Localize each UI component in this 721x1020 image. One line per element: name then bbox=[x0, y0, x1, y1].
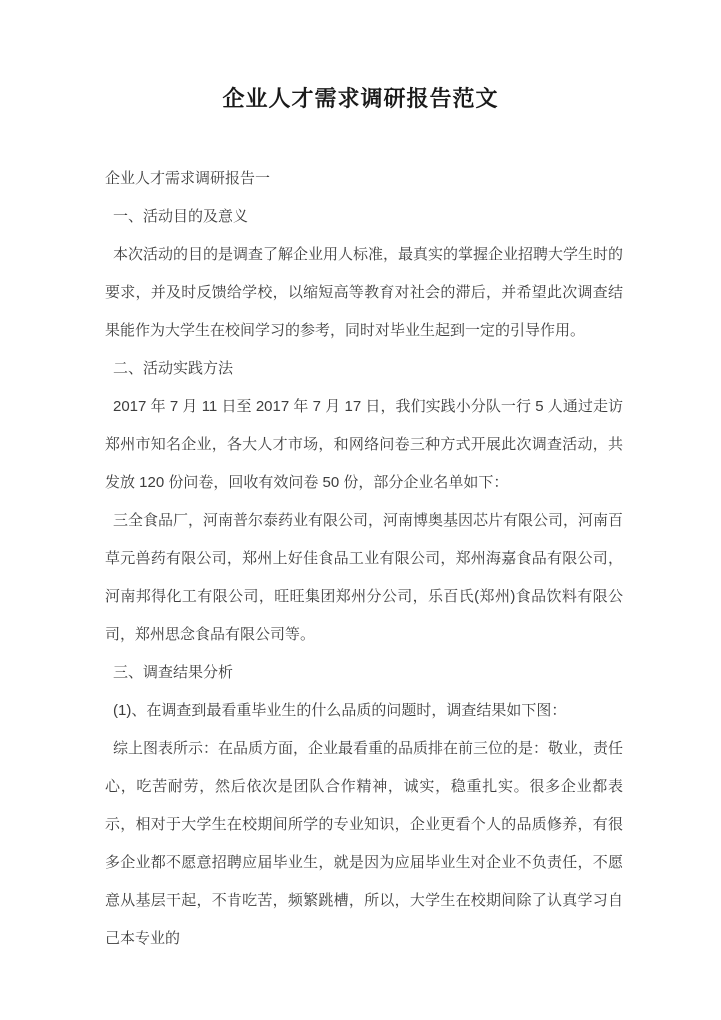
paragraph: 二、活动实践方法 bbox=[113, 360, 234, 377]
paragraph: 一、活动目的及意义 bbox=[113, 208, 249, 225]
paragraph: 三、调查结果分析 bbox=[113, 664, 234, 681]
paragraph: 本次活动的目的是调查了解企业用人标准，最真实的掌握企业招聘大学生时的要求，并及时反馈给学校，以缩短高等教育对社会的滞后，并希望此次调查结果能作为大学生在校间学习的参考，同时对毕业生起到一定的引导作用。 bbox=[105, 246, 624, 339]
paragraph: 三全食品厂，河南普尔泰药业有限公司，河南博奥基因芯片有限公司，河南百草元兽药有限公司，郑州上好佳食品工业有限公司，郑州海嘉食品有限公司，河南邦得化工有限公司，旺旺集团郑州分公司，乐百氏(郑州)食品饮料有限公司，郑州思念食品有限公司等。 bbox=[105, 512, 624, 643]
paragraph: 企业人才需求调研报告一 bbox=[105, 170, 271, 187]
paragraph: 综上图表所示：在品质方面，企业最看重的品质排在前三位的是：敬业，责任心，吃苦耐劳，然后依次是团队合作精神，诚实，稳重扎实。很多企业都表示，相对于大学生在校期间所学的专业知识，企业更看个人的品质修养，有很多企业都不愿意招聘应届毕业生，就是因为应届毕业生对企业不负责任，不愿意从基层干起，不肯吃苦，频繁跳槽，所以，大学生在校期间除了认真学习自己本专业的 bbox=[105, 740, 624, 947]
paragraph: 2017 年 7 月 11 日至 2017 年 7 月 17 日，我们实践小分队一行 5 人通过走访郑州市知名企业，各大人才市场，和网络问卷三种方式开展此次调查活动，共发放 120 份问卷，回收有效问卷 50 份，部分企业名单如下： bbox=[105, 398, 623, 491]
page-title: 企业人才需求调研报告范文 bbox=[222, 86, 499, 111]
document-body bbox=[105, 160, 623, 958]
paragraph: (1)、在调查到最看重毕业生的什么品质的问题时，调查结果如下图： bbox=[113, 702, 567, 719]
